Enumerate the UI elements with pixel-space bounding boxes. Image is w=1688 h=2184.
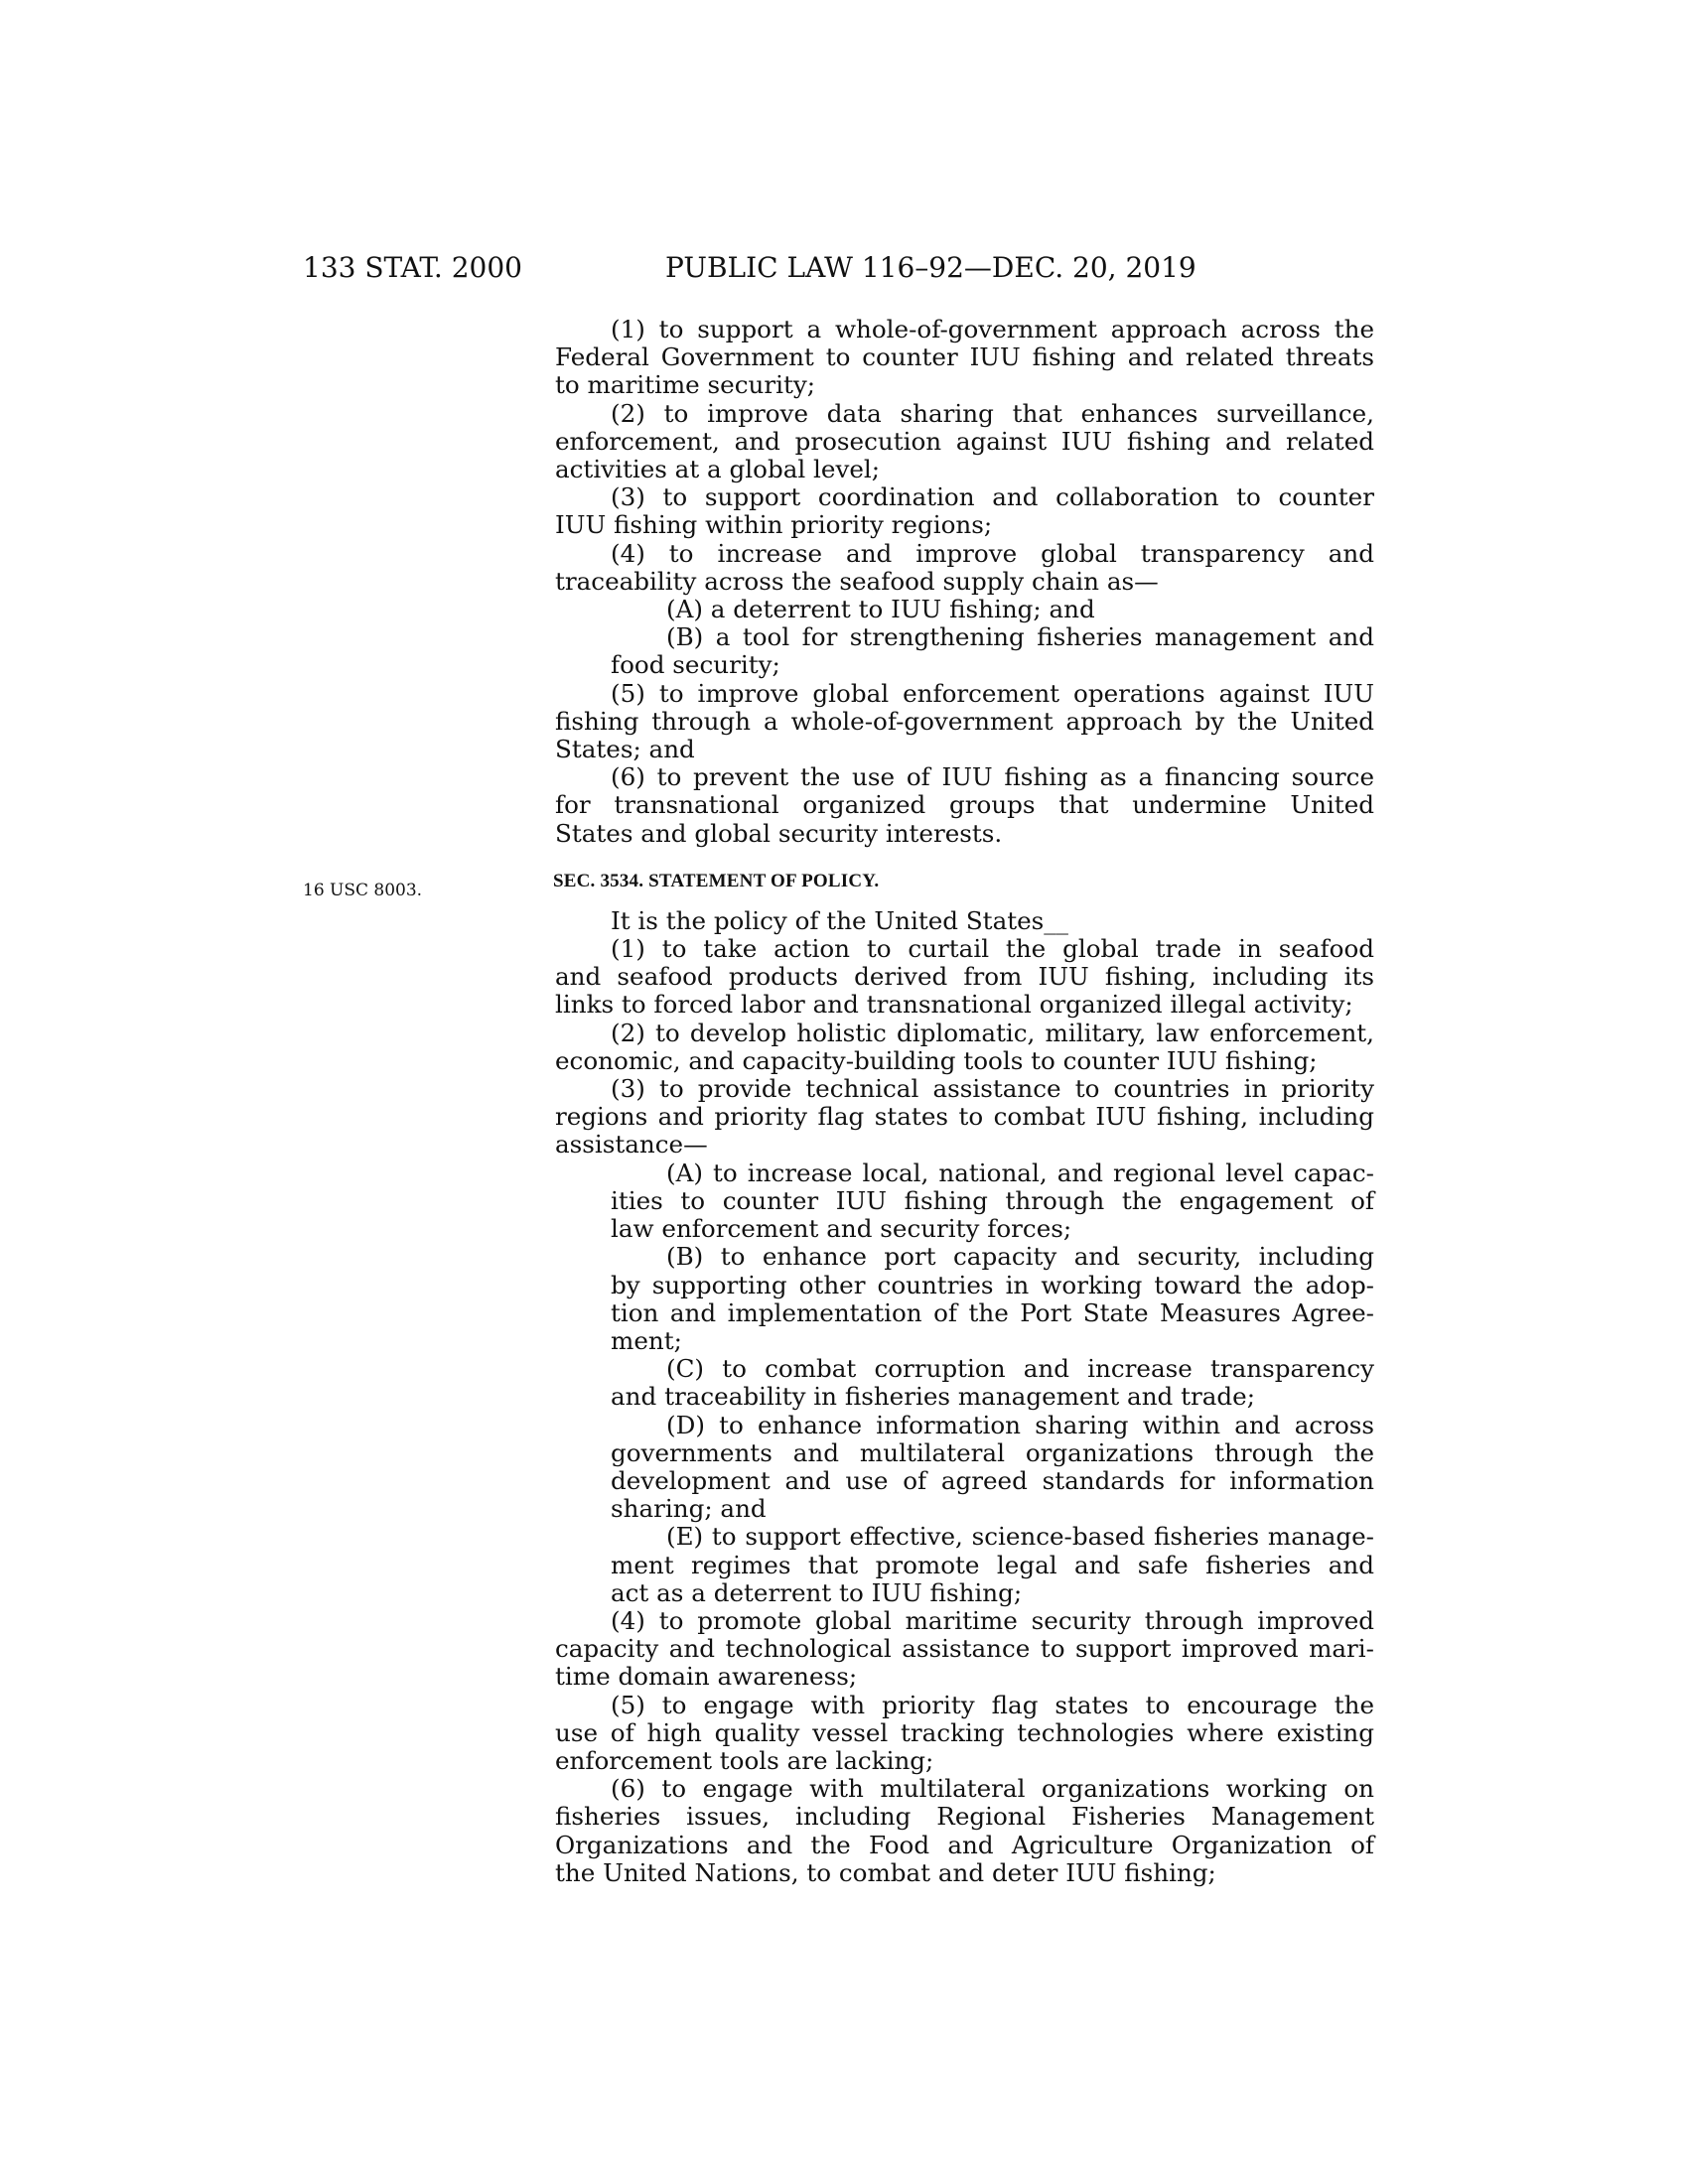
policy-4-line-1: (4) to promote global maritime security through improved bbox=[611, 1605, 1374, 1635]
policy-3d-line-4: sharing; and bbox=[611, 1494, 767, 1524]
policy-3b-line-3: tion and implementation of the Port State Measures Agree- bbox=[611, 1297, 1374, 1327]
purpose-4-line-2: traceability across the seafood supply chain as— bbox=[555, 566, 1159, 596]
public-law-running-head: PUBLIC LAW 116–92—DEC. 20, 2019 bbox=[665, 251, 1196, 284]
purpose-2-line-2: enforcement, and prosecution against IUU fishing and related bbox=[555, 426, 1374, 456]
purpose-6-line-2: for transnational organized groups that undermine United bbox=[555, 790, 1374, 820]
policy-3c-line-1: (C) to combat corruption and increase transparency bbox=[666, 1354, 1374, 1384]
policy-4-line-2: capacity and technological assistance to support improved mari- bbox=[555, 1634, 1374, 1664]
policy-2-line-2: economic, and capacity-building tools to counter IUU fishing; bbox=[555, 1045, 1318, 1075]
policy-3d-line-2: governments and multilateral organizations through the bbox=[611, 1437, 1374, 1467]
purpose-1-line-3: to maritime security; bbox=[555, 370, 816, 400]
policy-3-line-1: (3) to provide technical assistance to countries in priority bbox=[611, 1074, 1374, 1104]
policy-3e-line-2: ment regimes that promote legal and safe fisheries and bbox=[611, 1550, 1374, 1579]
purpose-5-line-2: fishing through a whole-of-government approach by the United bbox=[555, 706, 1374, 736]
policy-1-line-3: links to forced labor and transnational organized illegal activity; bbox=[555, 990, 1353, 1020]
policy-3e-line-3: act as a deterrent to IUU fishing; bbox=[611, 1577, 1023, 1607]
purpose-4a-line-1: (A) a deterrent to IUU fishing; and bbox=[666, 595, 1095, 624]
policy-3-line-3: assistance— bbox=[555, 1130, 708, 1160]
purpose-1-line-2: Federal Government to counter IUU fishing and related threats bbox=[555, 342, 1374, 372]
policy-6-line-1: (6) to engage with multilateral organizations working on bbox=[611, 1774, 1374, 1804]
policy-6-line-2: fisheries issues, including Regional Fisheries Management bbox=[555, 1802, 1374, 1832]
purpose-3-line-2: IUU fishing within priority regions; bbox=[555, 510, 993, 540]
policy-2-line-1: (2) to develop holistic diplomatic, military, law enforcement, bbox=[611, 1018, 1374, 1047]
policy-5-line-2: use of high quality vessel tracking technologies where existing bbox=[555, 1717, 1374, 1747]
policy-3b-line-1: (B) to enhance port capacity and security, including bbox=[666, 1242, 1374, 1272]
purpose-5-line-1: (5) to improve global enforcement operations against IUU bbox=[611, 678, 1374, 708]
policy-3e-line-1: (E) to support effective, science-based fisheries manage- bbox=[666, 1522, 1374, 1552]
policy-1-line-1: (1) to take action to curtail the global trade in seafood bbox=[611, 934, 1374, 964]
purpose-1-line-1: (1) to support a whole-of-government approach across the bbox=[611, 315, 1374, 343]
policy-intro: It is the policy of the United States__ bbox=[611, 905, 1068, 935]
policy-3b-line-2: by supporting other countries in working toward the adop- bbox=[611, 1270, 1374, 1299]
policy-4-line-3: time domain awareness; bbox=[555, 1662, 858, 1692]
purpose-2-line-3: activities at a global level; bbox=[555, 455, 881, 484]
policy-3d-line-1: (D) to enhance information sharing within and across bbox=[666, 1410, 1374, 1439]
section-heading: SEC. 3534. STATEMENT OF POLICY. bbox=[553, 870, 880, 891]
purpose-6-line-1: (6) to prevent the use of IUU fishing as a financing source bbox=[611, 762, 1374, 792]
policy-5-line-3: enforcement tools are lacking; bbox=[555, 1745, 934, 1775]
policy-3a-line-1: (A) to increase local, national, and regional level capac- bbox=[666, 1158, 1374, 1187]
policy-1-line-2: and seafood products derived from IUU fishing, including its bbox=[555, 962, 1374, 992]
purpose-3-line-1: (3) to support coordination and collaboration to counter bbox=[611, 482, 1374, 512]
policy-3b-line-4: ment; bbox=[611, 1325, 682, 1355]
usc-margin-citation: 16 USC 8003. bbox=[303, 881, 423, 900]
purpose-5-line-3: States; and bbox=[555, 735, 695, 764]
purpose-2-line-1: (2) to improve data sharing that enhances surveillance, bbox=[611, 398, 1374, 428]
purpose-4-line-1: (4) to increase and improve global transparency and bbox=[611, 538, 1374, 568]
policy-3c-line-2: and traceability in fisheries management and trade; bbox=[611, 1382, 1255, 1412]
policy-3d-line-3: development and use of agreed standards for information bbox=[611, 1465, 1374, 1495]
purpose-4b-line-1: (B) a tool for strengthening fisheries management and bbox=[666, 622, 1374, 652]
policy-6-line-4: the United Nations, to combat and deter IUU fishing; bbox=[555, 1857, 1216, 1887]
page-header bbox=[303, 248, 1370, 288]
purpose-4b-line-2: food security; bbox=[611, 650, 780, 680]
law-text-body bbox=[555, 316, 1374, 1887]
policy-5-line-1: (5) to engage with priority flag states to encourage the bbox=[611, 1690, 1374, 1719]
policy-6-line-3: Organizations and the Food and Agriculture Organization of bbox=[555, 1830, 1374, 1859]
policy-3-line-2: regions and priority flag states to combat IUU fishing, including bbox=[555, 1102, 1374, 1132]
purpose-6-line-3: States and global security interests. bbox=[555, 818, 1003, 848]
policy-3a-line-3: law enforcement and security forces; bbox=[611, 1214, 1072, 1244]
statute-page-reference: 133 STAT. 2000 bbox=[303, 251, 522, 284]
policy-3a-line-2: ities to counter IUU fishing through the engagement of bbox=[611, 1185, 1374, 1215]
